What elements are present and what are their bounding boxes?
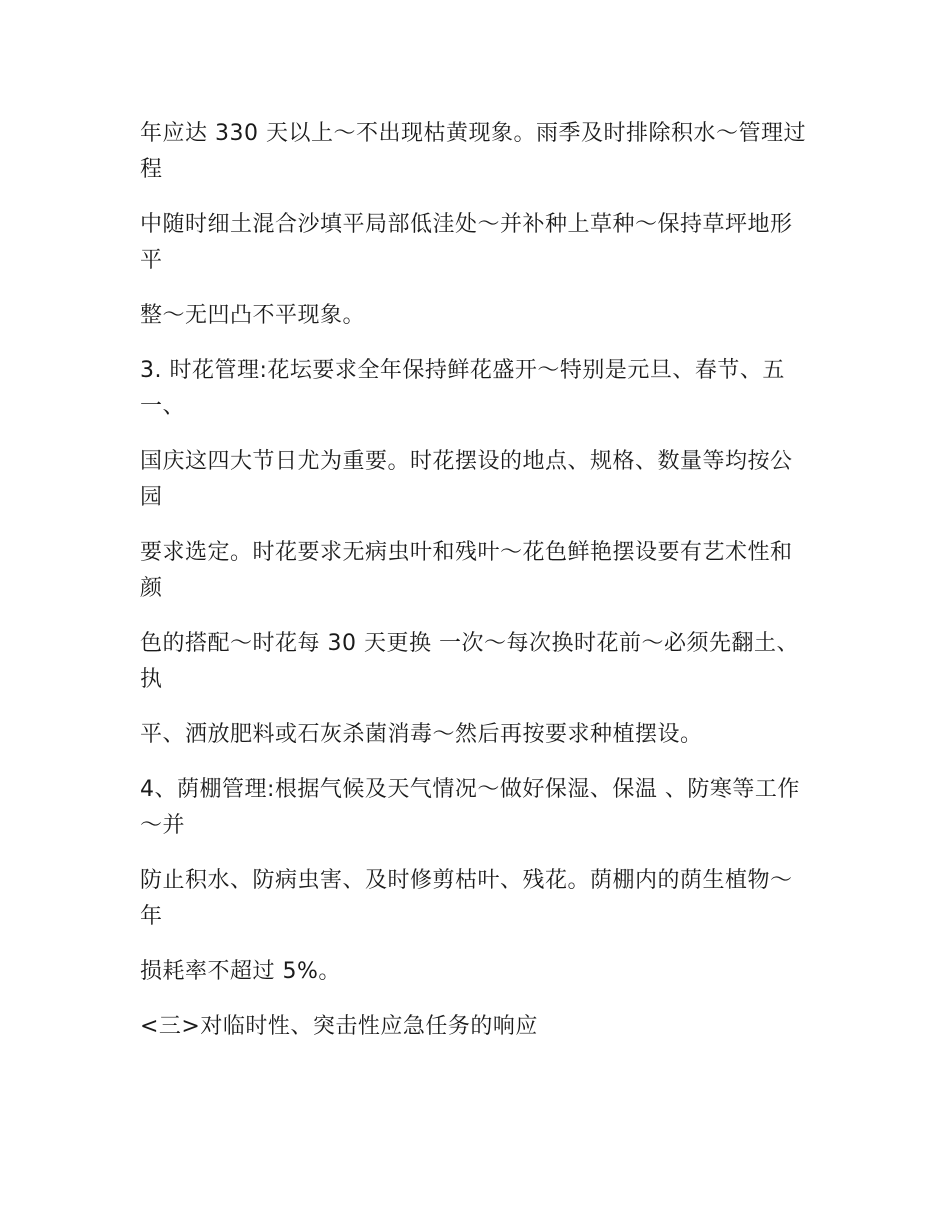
paragraph-soil-preparation: 平、洒放肥料或石灰杀菌消毒～然后再按要求种植摆设。 [140,722,703,747]
paragraph-shade-house-heading: 4、荫棚管理:根据气候及天气情况～做好保湿、保温 、防寒等工作～并 [140,777,800,838]
paragraph-national-day: 国庆这四大节日尤为重要。时花摆设的地点、规格、数量等均按公园 [140,449,793,510]
paragraph-shade-house-care: 防止积水、防病虫害、及时修剪枯叶、残花。荫棚内的荫生植物～年 [140,868,793,929]
paragraph-seasonal-flowers-heading: 3. 时花管理:花坛要求全年保持鲜花盛开～特别是元旦、春节、五一、 [140,358,785,419]
paragraph-flower-rotation: 色的搭配～时花每 30 天更换 一次～每次换时花前～必须先翻土、执 [140,631,799,692]
paragraph-flower-requirements: 要求选定。时花要求无病虫叶和残叶～花色鲜艳摆设要有艺术性和颜 [140,540,793,601]
document-body [140,116,812,1064]
paragraph-loss-rate: 损耗率不超过 5%。 [140,959,341,984]
section-heading-emergency-response: <三>对临时性、突击性应急任务的响应 [140,1014,538,1039]
paragraph-lawn-leveling: 中随时细土混合沙填平局部低洼处～并补种上草种～保持草坪地形平 [140,212,793,273]
paragraph-lawn-maintenance: 年应达 330 天以上～不出现枯黄现象。雨季及时排除积水～管理过程 [140,121,806,182]
paragraph-lawn-flat: 整～无凹凸不平现象。 [140,303,366,328]
